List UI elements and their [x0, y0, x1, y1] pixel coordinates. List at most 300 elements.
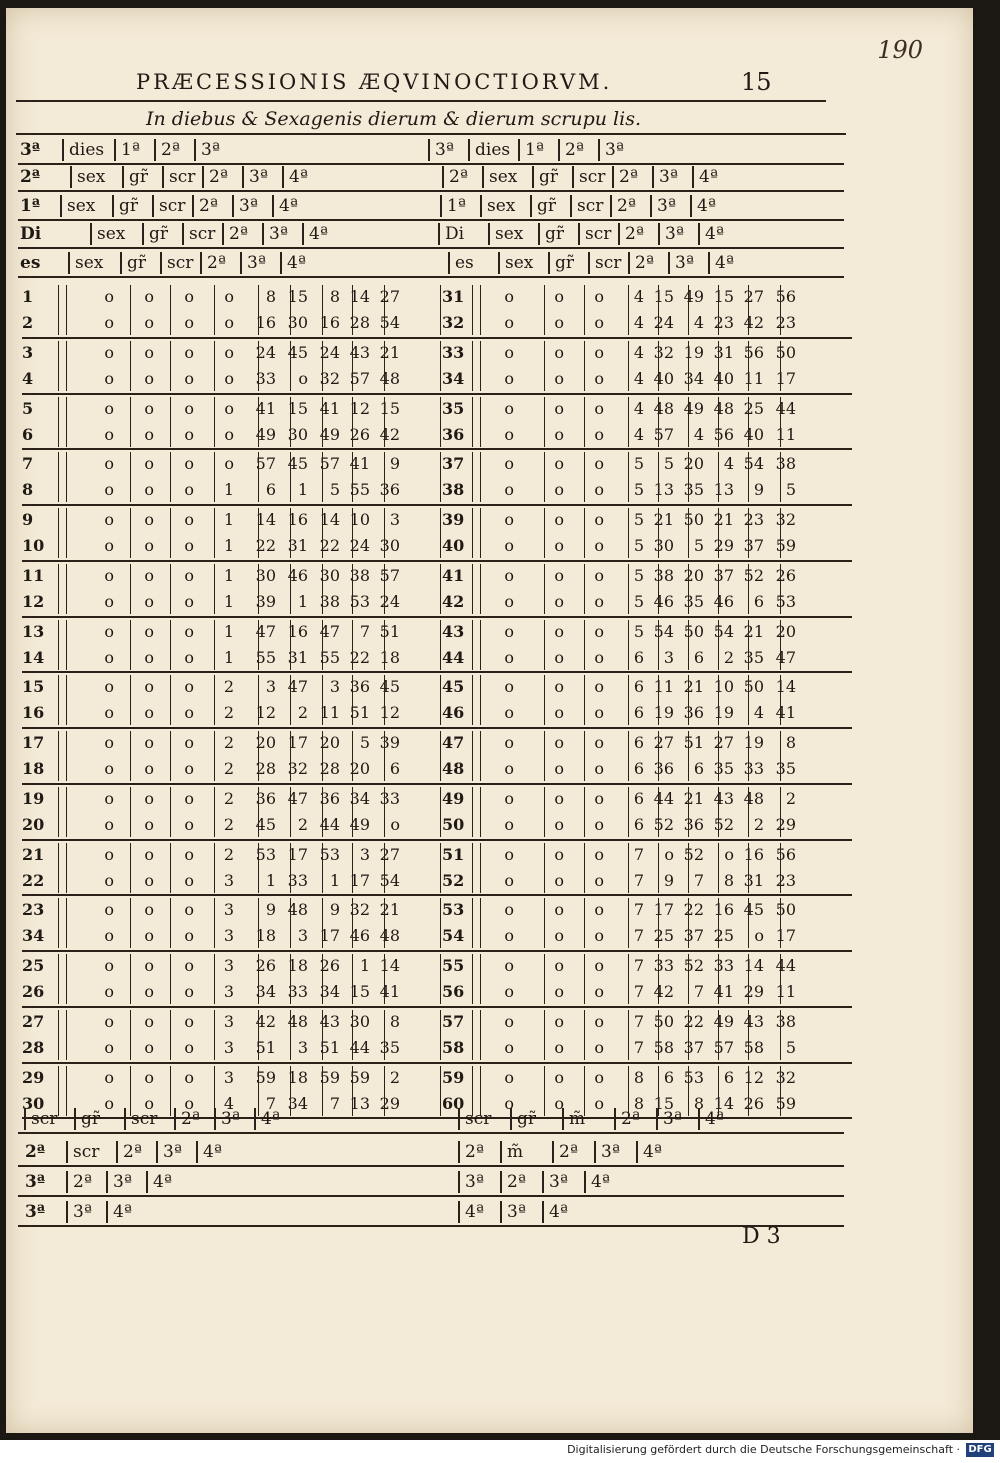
table-row-group	[22, 339, 852, 395]
table-cell: o	[144, 956, 154, 975]
table-cell: 50	[775, 900, 796, 920]
table-cell: 1	[223, 510, 234, 529]
column-rule	[384, 731, 385, 781]
table-cell: 1	[297, 480, 308, 500]
column-rule	[584, 898, 585, 948]
table-row-group	[22, 450, 852, 506]
table-cell: 53	[255, 844, 276, 864]
table-cell: o	[594, 621, 604, 641]
day-number: 53	[442, 900, 465, 920]
table-cell: o	[504, 510, 514, 529]
table-cell: 36	[683, 814, 704, 834]
table-cell: o	[594, 870, 604, 890]
table-cell: 21	[379, 342, 400, 362]
column-rule	[384, 954, 385, 1004]
day-number: 20	[22, 814, 45, 834]
day-number: 38	[442, 480, 465, 500]
table-cell: 9	[753, 480, 764, 500]
footer-cell: 4ª	[106, 1201, 132, 1223]
column-rule	[718, 843, 719, 893]
table-cell: o	[144, 870, 154, 890]
table-cell: 48	[287, 1011, 308, 1031]
table-cell: 56	[775, 287, 796, 306]
column-rule	[748, 397, 749, 447]
table-cell: o	[504, 342, 514, 362]
table-cell: 45	[379, 677, 400, 697]
table-cell: 37	[743, 536, 764, 555]
table-cell: 12	[743, 1067, 764, 1087]
table-cell: o	[594, 368, 604, 388]
day-number: 5	[22, 398, 34, 418]
column-rule	[352, 564, 353, 614]
table-cell: 49	[319, 424, 340, 444]
header-cell: 2ª	[202, 166, 228, 188]
column-rule	[748, 954, 749, 1004]
table-row-group	[22, 618, 852, 674]
column-rule	[628, 1010, 629, 1060]
table-cell: 41	[255, 398, 276, 418]
table-cell: 45	[287, 454, 308, 474]
day-number: 41	[442, 565, 465, 585]
table-cell: 6	[633, 788, 644, 808]
table-cell: 18	[287, 1067, 308, 1087]
table-cell: 28	[319, 759, 340, 778]
column-rule	[544, 843, 545, 893]
column-rule	[544, 620, 545, 670]
table-cell: o	[104, 870, 114, 890]
table-cell: 16	[287, 621, 308, 641]
table-cell: 19	[743, 733, 764, 752]
table-row-group	[22, 562, 852, 618]
column-rule	[170, 452, 171, 502]
column-rule	[170, 564, 171, 614]
header-cell: 3ª	[598, 139, 624, 161]
column-rule	[584, 731, 585, 781]
table-row-group	[22, 841, 852, 897]
footer-cell: 3ª	[500, 1201, 526, 1223]
table-cell: 50	[683, 621, 704, 641]
table-cell: 30	[319, 565, 340, 585]
table-cell: 25	[713, 926, 734, 946]
column-rule	[748, 843, 749, 893]
table-cell: 35	[683, 480, 704, 500]
table-cell: o	[184, 621, 194, 641]
column-rule	[628, 397, 629, 447]
table-row-group	[22, 506, 852, 562]
column-rule	[384, 1010, 385, 1060]
column-rule	[384, 341, 385, 391]
table-cell: 3	[389, 510, 400, 529]
table-subtitle: In diebus & Sexagenis dierum & dierum scrupu lis.	[146, 108, 641, 130]
table-cell: 46	[713, 591, 734, 611]
column-rule	[472, 285, 473, 335]
column-rule	[66, 620, 67, 670]
table-cell: 46	[287, 565, 308, 585]
table-cell: 24	[319, 342, 340, 362]
header-cell: 1ª	[440, 195, 466, 217]
table-cell: 3	[223, 1067, 234, 1087]
column-rule	[384, 285, 385, 335]
table-cell: o	[504, 1011, 514, 1031]
table-cell: 31	[287, 536, 308, 555]
column-rule	[780, 731, 781, 781]
table-cell: o	[504, 313, 514, 332]
column-rule	[66, 843, 67, 893]
footer-cell: 2ª	[500, 1171, 526, 1193]
column-rule	[628, 452, 629, 502]
table-row	[22, 756, 852, 782]
table-cell: o	[104, 814, 114, 834]
table-cell: o	[504, 1093, 514, 1113]
table-cell: 3	[223, 956, 234, 975]
column-rule	[352, 285, 353, 335]
table-cell: o	[144, 1067, 154, 1087]
header-cell: dies	[62, 139, 104, 161]
table-cell: 6	[663, 1067, 674, 1087]
table-cell: o	[184, 647, 194, 667]
table-row	[22, 786, 852, 812]
table-cell: 6	[265, 480, 276, 500]
header-cell: 2ª	[618, 223, 644, 245]
column-rule	[748, 898, 749, 948]
column-rule	[748, 620, 749, 670]
table-cell: 6	[633, 677, 644, 697]
column-rule	[58, 397, 59, 447]
table-cell: 8	[633, 1067, 644, 1087]
table-cell: o	[594, 591, 604, 611]
column-rule	[480, 675, 481, 725]
table-cell: 16	[319, 313, 340, 332]
column-rule	[384, 564, 385, 614]
table-cell: 5	[633, 621, 644, 641]
footer-cell: 4ª	[196, 1141, 222, 1163]
table-cell: o	[224, 313, 234, 332]
column-rule	[718, 620, 719, 670]
table-cell: 38	[775, 1011, 796, 1031]
column-rule	[352, 731, 353, 781]
table-cell: 59	[775, 1093, 796, 1113]
day-number: 19	[22, 788, 45, 808]
header-cell: 2ª	[612, 166, 638, 188]
table-cell: 38	[653, 565, 674, 585]
table-cell: 22	[319, 536, 340, 555]
column-rule	[214, 675, 215, 725]
subtitle-rule	[16, 133, 846, 135]
table-cell: 32	[287, 759, 308, 778]
table-cell: 5	[633, 480, 644, 500]
day-number: 47	[442, 733, 465, 752]
column-rule	[170, 954, 171, 1004]
table-cell: o	[144, 733, 154, 752]
table-cell: o	[554, 926, 564, 946]
table-cell: o	[144, 788, 154, 808]
header-cell: sex	[70, 166, 105, 188]
table-cell: 7	[693, 870, 704, 890]
day-number: 45	[442, 677, 465, 697]
table-cell: 57	[379, 565, 400, 585]
header-row	[18, 195, 844, 221]
table-cell: 8	[265, 287, 276, 306]
header-cell: gr̃	[142, 223, 168, 245]
table-cell: o	[594, 733, 604, 752]
table-cell: o	[144, 1037, 154, 1057]
table-cell: 57	[653, 424, 674, 444]
column-rule	[322, 787, 323, 837]
column-rule	[258, 341, 259, 391]
column-rule	[66, 508, 67, 558]
footer-cell: m̃	[500, 1141, 523, 1163]
table-cell: 9	[389, 454, 400, 474]
column-rule	[544, 675, 545, 725]
table-cell: 26	[255, 956, 276, 975]
table-cell: 2	[223, 677, 234, 697]
day-number: 27	[22, 1011, 45, 1031]
header-cell: 4ª	[282, 166, 308, 188]
column-rule	[748, 787, 749, 837]
table-cell: o	[184, 1067, 194, 1087]
column-rule	[66, 397, 67, 447]
table-cell: 41	[319, 398, 340, 418]
column-rule	[440, 508, 441, 558]
table-cell: 17	[349, 870, 370, 890]
table-cell: 17	[775, 926, 796, 946]
table-cell: 3	[223, 1037, 234, 1057]
column-rule	[718, 508, 719, 558]
column-rule	[384, 898, 385, 948]
table-cell: o	[184, 565, 194, 585]
column-rule	[322, 898, 323, 948]
table-cell: 47	[287, 788, 308, 808]
table-cell: o	[144, 424, 154, 444]
column-rule	[384, 397, 385, 447]
table-cell: 33	[287, 870, 308, 890]
column-rule	[544, 452, 545, 502]
column-rule	[130, 1010, 131, 1060]
table-cell: o	[554, 870, 564, 890]
table-cell: 11	[775, 982, 796, 1001]
table-cell: o	[594, 677, 604, 697]
column-rule	[170, 787, 171, 837]
column-rule	[472, 675, 473, 725]
table-cell: o	[184, 814, 194, 834]
table-cell: 35	[775, 759, 796, 778]
header-cell: gr̃	[538, 223, 564, 245]
column-rule	[658, 452, 659, 502]
table-cell: o	[184, 313, 194, 332]
column-rule	[352, 341, 353, 391]
column-rule	[322, 731, 323, 781]
table-cell: o	[224, 398, 234, 418]
table-cell: o	[104, 926, 114, 946]
column-rule	[688, 285, 689, 335]
table-cell: 3	[329, 677, 340, 697]
column-rule	[780, 285, 781, 335]
column-rule	[214, 1010, 215, 1060]
column-rule	[352, 1010, 353, 1060]
column-rule	[352, 397, 353, 447]
table-cell: o	[104, 1011, 114, 1031]
table-cell: o	[184, 510, 194, 529]
table-cell: 23	[775, 313, 796, 332]
table-row	[22, 979, 852, 1005]
table-cell: 56	[743, 342, 764, 362]
table-cell: 39	[255, 591, 276, 611]
table-cell: o	[144, 621, 154, 641]
footer-cell: 3ª	[458, 1171, 484, 1193]
table-cell: 39	[379, 733, 400, 752]
table-cell: 48	[287, 900, 308, 920]
header-cell: 3ª	[658, 223, 684, 245]
table-cell: 8	[633, 1093, 644, 1113]
column-rule	[58, 341, 59, 391]
column-rule	[780, 452, 781, 502]
column-rule	[352, 452, 353, 502]
column-rule	[58, 285, 59, 335]
table-cell: o	[554, 398, 564, 418]
table-cell: o	[504, 565, 514, 585]
table-cell: 23	[775, 870, 796, 890]
table-row	[22, 812, 852, 838]
table-cell: o	[594, 287, 604, 306]
table-cell: 21	[713, 510, 734, 529]
header-row	[18, 166, 844, 192]
table-cell: 6	[693, 647, 704, 667]
column-rule	[584, 452, 585, 502]
header-cell: gr̃	[122, 166, 148, 188]
footer-cell: gr̃	[74, 1108, 100, 1130]
header-row-label: 1ª	[20, 196, 41, 216]
table-cell: 26	[349, 424, 370, 444]
footer-cell: 3ª	[66, 1201, 92, 1223]
table-cell: 36	[683, 703, 704, 723]
table-cell: 9	[329, 900, 340, 920]
table-cell: 54	[713, 621, 734, 641]
table-cell: 47	[287, 677, 308, 697]
column-rule	[688, 341, 689, 391]
table-cell: 19	[653, 703, 674, 723]
table-cell: o	[144, 313, 154, 332]
column-rule	[688, 397, 689, 447]
table-cell: o	[724, 844, 734, 864]
column-rule	[170, 675, 171, 725]
table-cell: o	[504, 480, 514, 500]
table-cell: 13	[349, 1093, 370, 1113]
table-cell: o	[554, 536, 564, 555]
table-cell: 43	[349, 342, 370, 362]
column-rule	[658, 397, 659, 447]
table-cell: 33	[379, 788, 400, 808]
table-cell: 11	[653, 677, 674, 697]
column-rule	[780, 341, 781, 391]
column-rule	[544, 898, 545, 948]
table-cell: 51	[683, 733, 704, 752]
column-rule	[628, 787, 629, 837]
table-cell: 17	[287, 733, 308, 752]
table-cell: o	[594, 956, 604, 975]
table-cell: 4	[633, 287, 644, 306]
column-rule	[66, 675, 67, 725]
table-cell: 30	[379, 536, 400, 555]
table-row	[22, 674, 852, 700]
column-rule	[384, 452, 385, 502]
table-cell: o	[504, 368, 514, 388]
column-rule	[66, 285, 67, 335]
table-cell: 48	[713, 398, 734, 418]
table-cell: 2	[223, 759, 234, 778]
table-cell: 53	[775, 591, 796, 611]
header-cell: sex	[90, 223, 125, 245]
table-cell: 32	[775, 1067, 796, 1087]
table-cell: 17	[775, 368, 796, 388]
table-cell: o	[184, 287, 194, 306]
column-rule	[584, 620, 585, 670]
table-cell: 45	[255, 814, 276, 834]
table-cell: 1	[223, 565, 234, 585]
table-cell: 15	[287, 398, 308, 418]
header-cell: gr̃	[120, 252, 146, 274]
table-cell: 49	[683, 287, 704, 306]
table-cell: 5	[633, 591, 644, 611]
column-rule	[584, 954, 585, 1004]
table-cell: 28	[349, 313, 370, 332]
table-cell: 52	[683, 956, 704, 975]
header-cell: scr	[570, 195, 603, 217]
table-cell: 35	[743, 647, 764, 667]
column-rule	[130, 731, 131, 781]
header-cell: 3ª	[262, 223, 288, 245]
table-cell: 26	[775, 565, 796, 585]
table-cell: 43	[319, 1011, 340, 1031]
table-cell: o	[504, 536, 514, 555]
footer-cell: 2ª	[25, 1142, 46, 1162]
header-cell: sex	[498, 252, 533, 274]
running-head: PRÆCESSIONIS ÆQVINOCTIORVM.	[136, 70, 613, 94]
column-rule	[628, 564, 629, 614]
column-rule	[214, 564, 215, 614]
column-rule	[718, 675, 719, 725]
table-row	[22, 284, 852, 310]
column-rule	[384, 787, 385, 837]
footer-cell: 3ª	[25, 1202, 46, 1222]
table-cell: 30	[287, 313, 308, 332]
table-cell: 59	[775, 536, 796, 555]
column-rule	[472, 397, 473, 447]
table-cell: o	[594, 844, 604, 864]
header-cell: scr	[160, 252, 193, 274]
table-cell: 4	[693, 424, 704, 444]
header-cell: 4ª	[690, 195, 716, 217]
column-rule	[130, 675, 131, 725]
column-rule	[628, 898, 629, 948]
table-cell: 15	[287, 287, 308, 306]
table-cell: 24	[349, 536, 370, 555]
table-cell: o	[184, 733, 194, 752]
table-cell: 34	[287, 1093, 308, 1113]
column-rule	[130, 285, 131, 335]
header-cell: 1ª	[518, 139, 544, 161]
table-cell: 46	[349, 926, 370, 946]
column-rule	[214, 620, 215, 670]
table-cell: 16	[743, 844, 764, 864]
table-cell: 33	[653, 956, 674, 975]
table-cell: o	[184, 926, 194, 946]
header-cell: 3ª	[668, 252, 694, 274]
header-cell: sex	[480, 195, 515, 217]
table-cell: o	[594, 1093, 604, 1113]
table-cell: 4	[633, 368, 644, 388]
table-cell: 4	[693, 313, 704, 332]
table-cell: 38	[775, 454, 796, 474]
